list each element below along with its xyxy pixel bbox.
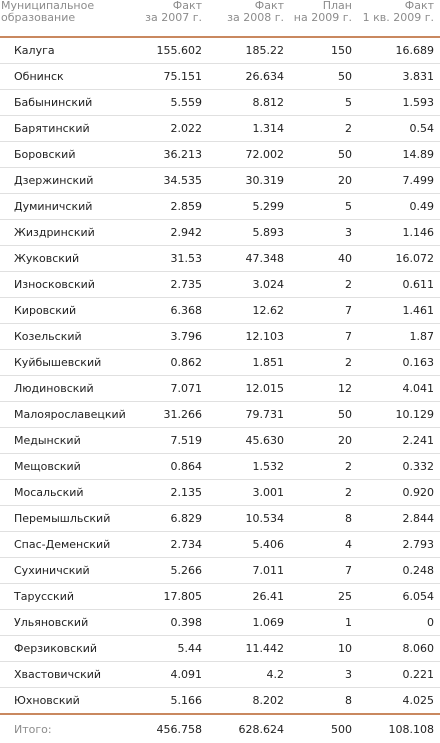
fact-q1-2009-cell: 1.593 (358, 90, 440, 116)
plan-2009-cell: 50 (290, 142, 358, 168)
municipality-cell: Думиничский (0, 194, 128, 220)
fact-2008-cell: 10.534 (208, 506, 290, 532)
plan-2009-cell: 2 (290, 116, 358, 142)
fact-2008-cell: 47.348 (208, 246, 290, 272)
fact-q1-2009-cell: 14.89 (358, 142, 440, 168)
fact-q1-2009-cell: 0.163 (358, 350, 440, 376)
table-row (0, 298, 440, 324)
table-row (0, 428, 440, 454)
plan-2009-cell: 2 (290, 480, 358, 506)
municipality-cell: Бабынинский (0, 90, 128, 116)
fact-2008-cell: 8.202 (252, 694, 284, 707)
fact-2008-header-line: Факт (254, 0, 284, 12)
fact-2008-cell: 3.024 (208, 272, 290, 298)
fact-2008-header (208, 0, 290, 37)
fact-2008-cell: 12.103 (208, 324, 290, 350)
municipality-header-line: Муниципальное (1, 0, 95, 12)
plan-2009-cell: 20 (290, 168, 358, 194)
table-row (0, 454, 440, 480)
municipality-cell: Дзержинский (0, 168, 128, 194)
municipality-header-line: образование (1, 11, 76, 24)
fact-2008-cell: 26.41 (208, 584, 290, 610)
fact-q1-2009-cell: 0.248 (358, 558, 440, 584)
municipality-cell: Ульяновский (0, 610, 128, 636)
municipality-cell: Мещовский (0, 454, 128, 480)
fact-2007-cell: 0.864 (128, 454, 208, 480)
plan-2009-cell: 1 (290, 610, 358, 636)
fact-2008-cell: 79.731 (208, 402, 290, 428)
plan-2009-cell: 2 (290, 350, 358, 376)
plan-2009-cell: 50 (290, 64, 358, 90)
plan-2009-cell: 3 (290, 662, 358, 688)
table-row (0, 376, 440, 402)
fact-2007-header (128, 0, 208, 37)
municipality-cell: Боровский (0, 142, 128, 168)
plan-2009-cell: 5 (290, 90, 358, 116)
total-row (0, 714, 440, 743)
total-label: Итого: (0, 714, 128, 743)
fact-2008-cell: 12.015 (208, 376, 290, 402)
fact-2007-header-line: Факт (172, 0, 202, 12)
fact-2007-cell: 6.368 (128, 298, 208, 324)
fact-2007-cell: 75.151 (128, 64, 208, 90)
fact-2008-cell: 5.406 (208, 532, 290, 558)
plan-2009-cell: 12 (290, 376, 358, 402)
table-row (0, 662, 440, 688)
fact-q1-2009-cell: 0.611 (358, 272, 440, 298)
table-row (0, 38, 440, 64)
municipality-cell: Кировский (0, 298, 128, 324)
table-footer (0, 714, 440, 743)
total-fact-q1-2009: 108.108 (358, 714, 440, 743)
plan-2009-cell: 7 (290, 558, 358, 584)
fact-2007-cell: 2.022 (128, 116, 208, 142)
table-row (0, 610, 440, 636)
fact-q1-2009-cell: 0.221 (358, 662, 440, 688)
municipality-cell: Козельский (0, 324, 128, 350)
plan-2009-cell: 8 (345, 694, 352, 707)
fact-2008-cell: 1.314 (208, 116, 290, 142)
fact-2008-cell: 12.62 (208, 298, 290, 324)
table-row (0, 194, 440, 220)
municipality-cell: Обнинск (0, 64, 128, 90)
municipality-cell: Калуга (0, 38, 128, 64)
fact-2007-cell: 5.44 (128, 636, 208, 662)
fact-2007-cell: 2.859 (128, 194, 208, 220)
table-row (0, 220, 440, 246)
plan-2009-cell: 20 (290, 428, 358, 454)
fact-2008-cell: 1.532 (208, 454, 290, 480)
plan-2009-cell: 7 (290, 324, 358, 350)
fact-q1-2009-cell: 2.241 (358, 428, 440, 454)
fact-q1-2009-cell: 8.060 (358, 636, 440, 662)
fact-q1-2009-header-line: 1 кв. 2009 г. (362, 11, 434, 24)
municipality-cell: Хвастовичский (0, 662, 128, 688)
fact-2007-cell: 7.071 (128, 376, 208, 402)
fact-q1-2009-cell: 3.831 (358, 64, 440, 90)
table-row (0, 64, 440, 90)
fact-2008-cell: 1.851 (208, 350, 290, 376)
fact-q1-2009-cell: 10.129 (358, 402, 440, 428)
fact-2007-header-line: за 2007 г. (145, 11, 202, 24)
plan-2009-cell: 7 (290, 298, 358, 324)
fact-2007-cell: 155.602 (128, 38, 208, 64)
municipality-cell: Мосальский (0, 480, 128, 506)
municipality-cell: Куйбышевский (0, 350, 128, 376)
municipality-cell: Жиздринский (0, 220, 128, 246)
plan-2009-cell: 150 (290, 38, 358, 64)
fact-2007-cell: 5.266 (128, 558, 208, 584)
fact-2007-cell: 0.398 (128, 610, 208, 636)
fact-2008-cell: 26.634 (208, 64, 290, 90)
municipality-header (0, 0, 128, 37)
plan-2009-cell: 10 (290, 636, 358, 662)
fact-q1-2009-cell: 1.87 (358, 324, 440, 350)
fact-q1-2009-cell: 2.793 (358, 532, 440, 558)
fact-2007-cell: 0.862 (128, 350, 208, 376)
table-row (0, 402, 440, 428)
fact-2007-cell: 2.942 (128, 220, 208, 246)
fact-2008-cell: 45.630 (208, 428, 290, 454)
total-fact-2008: 628.624 (208, 714, 290, 743)
municipality-cell: Сухиничский (0, 558, 128, 584)
municipality-cell: Медынский (0, 428, 128, 454)
total-plan-2009: 500 (290, 714, 358, 743)
fact-2007-cell: 5.166 (170, 694, 202, 707)
fact-2007-cell: 4.091 (128, 662, 208, 688)
table-row (0, 480, 440, 506)
fact-q1-2009-cell: 0.54 (358, 116, 440, 142)
fact-q1-2009-cell: 1.146 (358, 220, 440, 246)
fact-q1-2009-cell: 0.49 (358, 194, 440, 220)
fact-q1-2009-cell: 6.054 (358, 584, 440, 610)
table-row (0, 90, 440, 116)
table-row (0, 142, 440, 168)
fact-q1-2009-cell: 1.461 (358, 298, 440, 324)
fact-2007-cell: 2.734 (128, 532, 208, 558)
fact-2008-header-line: за 2008 г. (227, 11, 284, 24)
plan-2009-cell: 25 (290, 584, 358, 610)
table-row (0, 116, 440, 142)
fact-q1-2009-header (358, 0, 440, 37)
plan-2009-header-line: План (322, 0, 352, 12)
fact-2007-cell: 2.135 (128, 480, 208, 506)
municipality-cell: Малоярославецкий (0, 402, 128, 428)
fact-2008-cell: 3.001 (208, 480, 290, 506)
total-fact-2007: 456.758 (128, 714, 208, 743)
municipality-cell: Спас-Деменский (0, 532, 128, 558)
fact-q1-2009-cell: 7.499 (358, 168, 440, 194)
municipality-cell: Людиновский (0, 376, 128, 402)
fact-2007-cell: 3.796 (128, 324, 208, 350)
table-row (0, 324, 440, 350)
fact-q1-2009-cell: 2.844 (358, 506, 440, 532)
fact-q1-2009-cell: 0 (358, 610, 440, 636)
table-body (0, 37, 440, 714)
fact-2008-cell: 11.442 (208, 636, 290, 662)
fact-2008-cell: 7.011 (208, 558, 290, 584)
municipality-cell: Жуковский (0, 246, 128, 272)
plan-2009-cell: 2 (290, 272, 358, 298)
fact-q1-2009-cell: 16.689 (358, 38, 440, 64)
table-row (0, 532, 440, 558)
table-row (0, 272, 440, 298)
plan-2009-header-line: на 2009 г. (293, 11, 352, 24)
table-row (0, 584, 440, 610)
fact-2007-cell: 5.559 (128, 90, 208, 116)
fact-2008-cell: 5.299 (208, 194, 290, 220)
plan-2009-cell: 2 (290, 454, 358, 480)
plan-2009-header (290, 0, 358, 37)
table-row (0, 246, 440, 272)
fact-2008-cell: 1.069 (208, 610, 290, 636)
table-header (0, 0, 440, 37)
table-row (0, 688, 440, 715)
fact-2007-cell: 36.213 (128, 142, 208, 168)
municipality-cell: Тарусский (0, 584, 128, 610)
plan-2009-cell: 8 (290, 506, 358, 532)
plan-2009-cell: 5 (290, 194, 358, 220)
table-row (0, 636, 440, 662)
fact-q1-2009-header-line: Факт (404, 0, 434, 12)
fact-2008-cell: 72.002 (208, 142, 290, 168)
fact-2007-cell: 7.519 (128, 428, 208, 454)
plan-2009-cell: 50 (290, 402, 358, 428)
municipality-cell: Износковский (0, 272, 128, 298)
plan-2009-cell: 3 (290, 220, 358, 246)
fact-2008-cell: 8.812 (208, 90, 290, 116)
fact-2008-cell: 30.319 (208, 168, 290, 194)
fact-q1-2009-cell: 0.332 (358, 454, 440, 480)
fact-2007-cell: 6.829 (128, 506, 208, 532)
fact-q1-2009-cell: 4.025 (402, 694, 434, 707)
fact-2008-cell: 185.22 (208, 38, 290, 64)
fact-q1-2009-cell: 4.041 (358, 376, 440, 402)
table-row (0, 558, 440, 584)
municipality-cell: Барятинский (0, 116, 128, 142)
municipality-cell: Перемышльский (0, 506, 128, 532)
plan-2009-cell: 40 (290, 246, 358, 272)
fact-2007-cell: 34.535 (128, 168, 208, 194)
fact-2007-cell: 31.266 (128, 402, 208, 428)
municipality-cell: Ферзиковский (0, 636, 128, 662)
fact-2008-cell: 4.2 (208, 662, 290, 688)
table-row (0, 506, 440, 532)
fact-2007-cell: 31.53 (128, 246, 208, 272)
fact-2008-cell: 5.893 (208, 220, 290, 246)
fact-2007-cell: 17.805 (128, 584, 208, 610)
municipality-cell: Юхновский (14, 694, 80, 707)
fact-q1-2009-cell: 0.920 (358, 480, 440, 506)
table-row (0, 168, 440, 194)
table-row (0, 350, 440, 376)
fact-2007-cell: 2.735 (128, 272, 208, 298)
fact-q1-2009-cell: 16.072 (358, 246, 440, 272)
plan-2009-cell: 4 (290, 532, 358, 558)
